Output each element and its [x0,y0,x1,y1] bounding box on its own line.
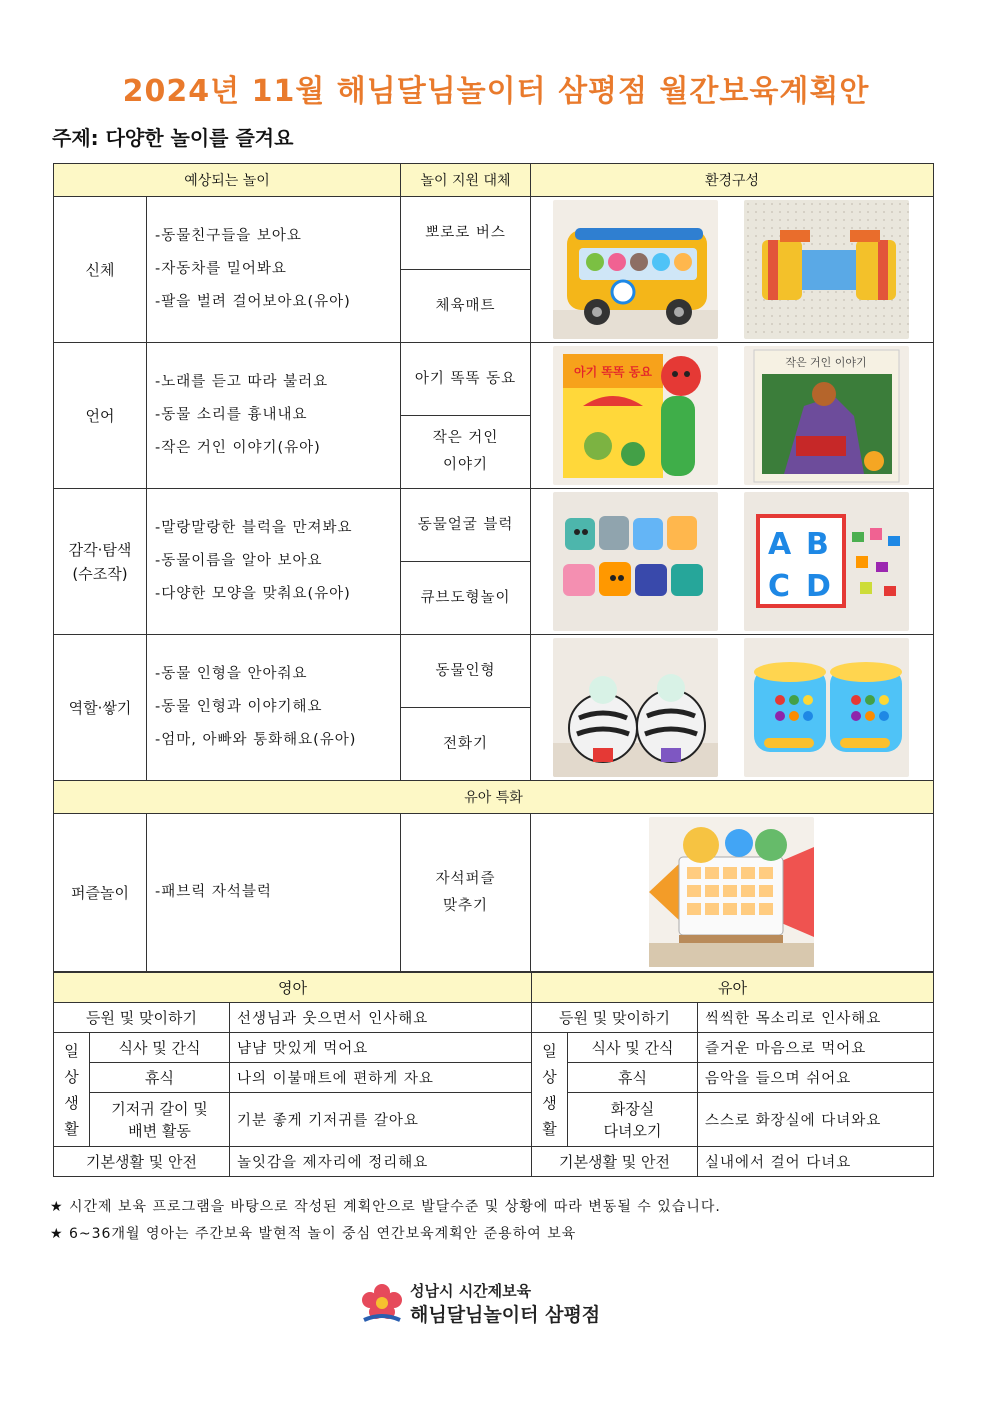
toddler-label-meal: 식사 및 간식 [568,1033,698,1063]
play-item: -동물 인형을 안아줘요 [155,666,308,682]
play-item: -노래를 듣고 따라 불러요 [155,374,329,390]
plays-language [147,343,401,489]
play-item: -동물이름을 알아 보아요 [155,553,323,569]
toddler-daily-life-label [532,1033,568,1147]
photo-toy-phones [744,638,909,777]
toddler-label-safety: 기본생활 및 안전 [532,1147,698,1177]
toddler-label-arrival: 등원 및 맞이하기 [532,1003,698,1033]
support-item: 작은 거인 이야기 [401,416,531,489]
play-item: -동물 인형과 이야기해요 [155,699,323,715]
toddler-value-safety: 실내에서 걸어 다녀요 [698,1147,934,1177]
support-item: 큐브도형놀이 [401,562,531,635]
letter-c: C [768,569,791,604]
page-subtitle: 주제: 다양한 놀이를 즐겨요 [52,126,294,150]
plays-physical [147,197,401,343]
photo-gym-mat [744,200,909,339]
infant-label-arrival: 등원 및 맞이하기 [54,1003,230,1033]
play-item: -자동차를 밀어봐요 [155,261,287,277]
environment-physical [531,197,934,343]
logo-line1: 성남시 시간제보육 [410,1282,532,1300]
environment-puzzle [531,814,934,972]
infant-label-diaper: 기저귀 갈이 및 배변 활동 [90,1093,230,1147]
play-item: -팔을 벌려 걸어보아요(유아) [155,294,351,310]
special-header: 유아 특화 [54,781,934,814]
infant-value-diaper: 기분 좋게 기저귀를 갈아요 [230,1093,532,1147]
support-item: 아기 똑똑 동요 [401,343,531,416]
plays-role-play [147,635,401,781]
environment-language [531,343,934,489]
support-item: 전화기 [401,708,531,781]
infant-daily-life-label [54,1033,90,1147]
footnotes [50,1194,721,1248]
photo-shape-cubes [744,492,909,631]
letter-d: D [806,569,831,604]
logo-line2: 해님달님놀이터 삼평점 [410,1304,601,1326]
vertical-char: 상 [64,1067,79,1086]
infant-label-meal: 식사 및 간식 [90,1033,230,1063]
category-role-play: 역할·쌓기 [54,635,147,781]
org-logo [360,1280,620,1330]
letter-a: A [768,527,792,562]
vertical-char: 생 [64,1093,79,1112]
infant-value-safety: 놀잇감을 제자리에 정리해요 [230,1147,532,1177]
toddler-label-rest: 휴식 [568,1063,698,1093]
header-expected-play: 예상되는 놀이 [54,164,401,197]
vertical-char: 활 [542,1119,557,1138]
toddler-value-meal: 즐거운 마음으로 먹어요 [698,1033,934,1063]
play-item: -작은 거인 이야기(유아) [155,440,321,456]
category-sensory: 감각·탐색 (수조작) [54,489,147,635]
infant-label-rest: 휴식 [90,1063,230,1093]
header-environment: 환경구성 [531,164,934,197]
photo-bus-toy [553,200,718,339]
letter-b: B [806,527,829,562]
category-language: 언어 [54,343,147,489]
toddler-header: 유아 [532,973,934,1003]
play-item: -패브릭 자석블럭 [147,814,401,972]
header-support: 놀이 지원 대체 [401,164,531,197]
category-puzzle: 퍼즐놀이 [54,814,147,972]
environment-role-play [531,635,934,781]
vertical-char: 생 [542,1093,557,1112]
toddler-value-arrival: 씩씩한 목소리로 인사해요 [698,1003,934,1033]
footnote: ★ 6~36개월 영아는 주간보육 발현적 놀이 중심 연간보육계획안 준용하여 보육 [50,1226,577,1242]
support-item: 뽀로로 버스 [401,197,531,270]
play-item: -동물친구들을 보아요 [155,228,302,244]
environment-sensory [531,489,934,635]
play-item: -동물 소리를 흉내내요 [155,407,308,423]
toddler-label-toilet: 화장실 다녀오기 [568,1093,698,1147]
page-title: 2024년 11월 해님달님놀이터 삼평점 월간보육계획안 [122,74,870,109]
footnote: ★ 시간제 보육 프로그램을 바탕으로 작성된 계획안으로 발달수준 및 상황에 따라 변동될 수 있습니다. [50,1199,721,1215]
toddler-value-toilet: 스스로 화장실에 다녀와요 [698,1093,934,1147]
infant-header: 영아 [54,973,532,1003]
plays-sensory [147,489,401,635]
book-cover-title: 작은 거인 이야기 [785,356,867,369]
photo-giant-book [744,346,909,485]
vertical-char: 일 [542,1041,557,1060]
photo-zebra-dolls [553,638,718,777]
infant-value-arrival: 선생님과 웃으면서 인사해요 [230,1003,532,1033]
play-item: -말랑말랑한 블럭을 만져봐요 [155,520,353,536]
support-item: 자석퍼즐 맞추기 [401,814,531,972]
support-item: 동물인형 [401,635,531,708]
support-item: 체육매트 [401,270,531,343]
photo-magnet-puzzle [649,817,814,968]
category-physical: 신체 [54,197,147,343]
toddler-value-rest: 음악을 들으며 쉬어요 [698,1063,934,1093]
vertical-char: 활 [64,1119,79,1138]
book-cover-title: 아기 똑똑 동요 [574,365,652,379]
plan-table [53,163,934,972]
photo-song-book [553,346,718,485]
infant-label-safety: 기본생활 및 안전 [54,1147,230,1177]
play-item: -엄마, 아빠와 통화해요(유아) [155,732,357,748]
infant-value-meal: 냠냠 맛있게 먹어요 [230,1033,532,1063]
flower-emblem-icon [360,1282,404,1326]
infant-value-rest: 나의 이불매트에 편하게 자요 [230,1063,532,1093]
daily-life-table [53,972,934,1177]
vertical-char: 상 [542,1067,557,1086]
support-item: 동물얼굴 블럭 [401,489,531,562]
play-item: -다양한 모양을 맞춰요(유아) [155,586,351,602]
photo-animal-blocks [553,492,718,631]
vertical-char: 일 [64,1041,79,1060]
